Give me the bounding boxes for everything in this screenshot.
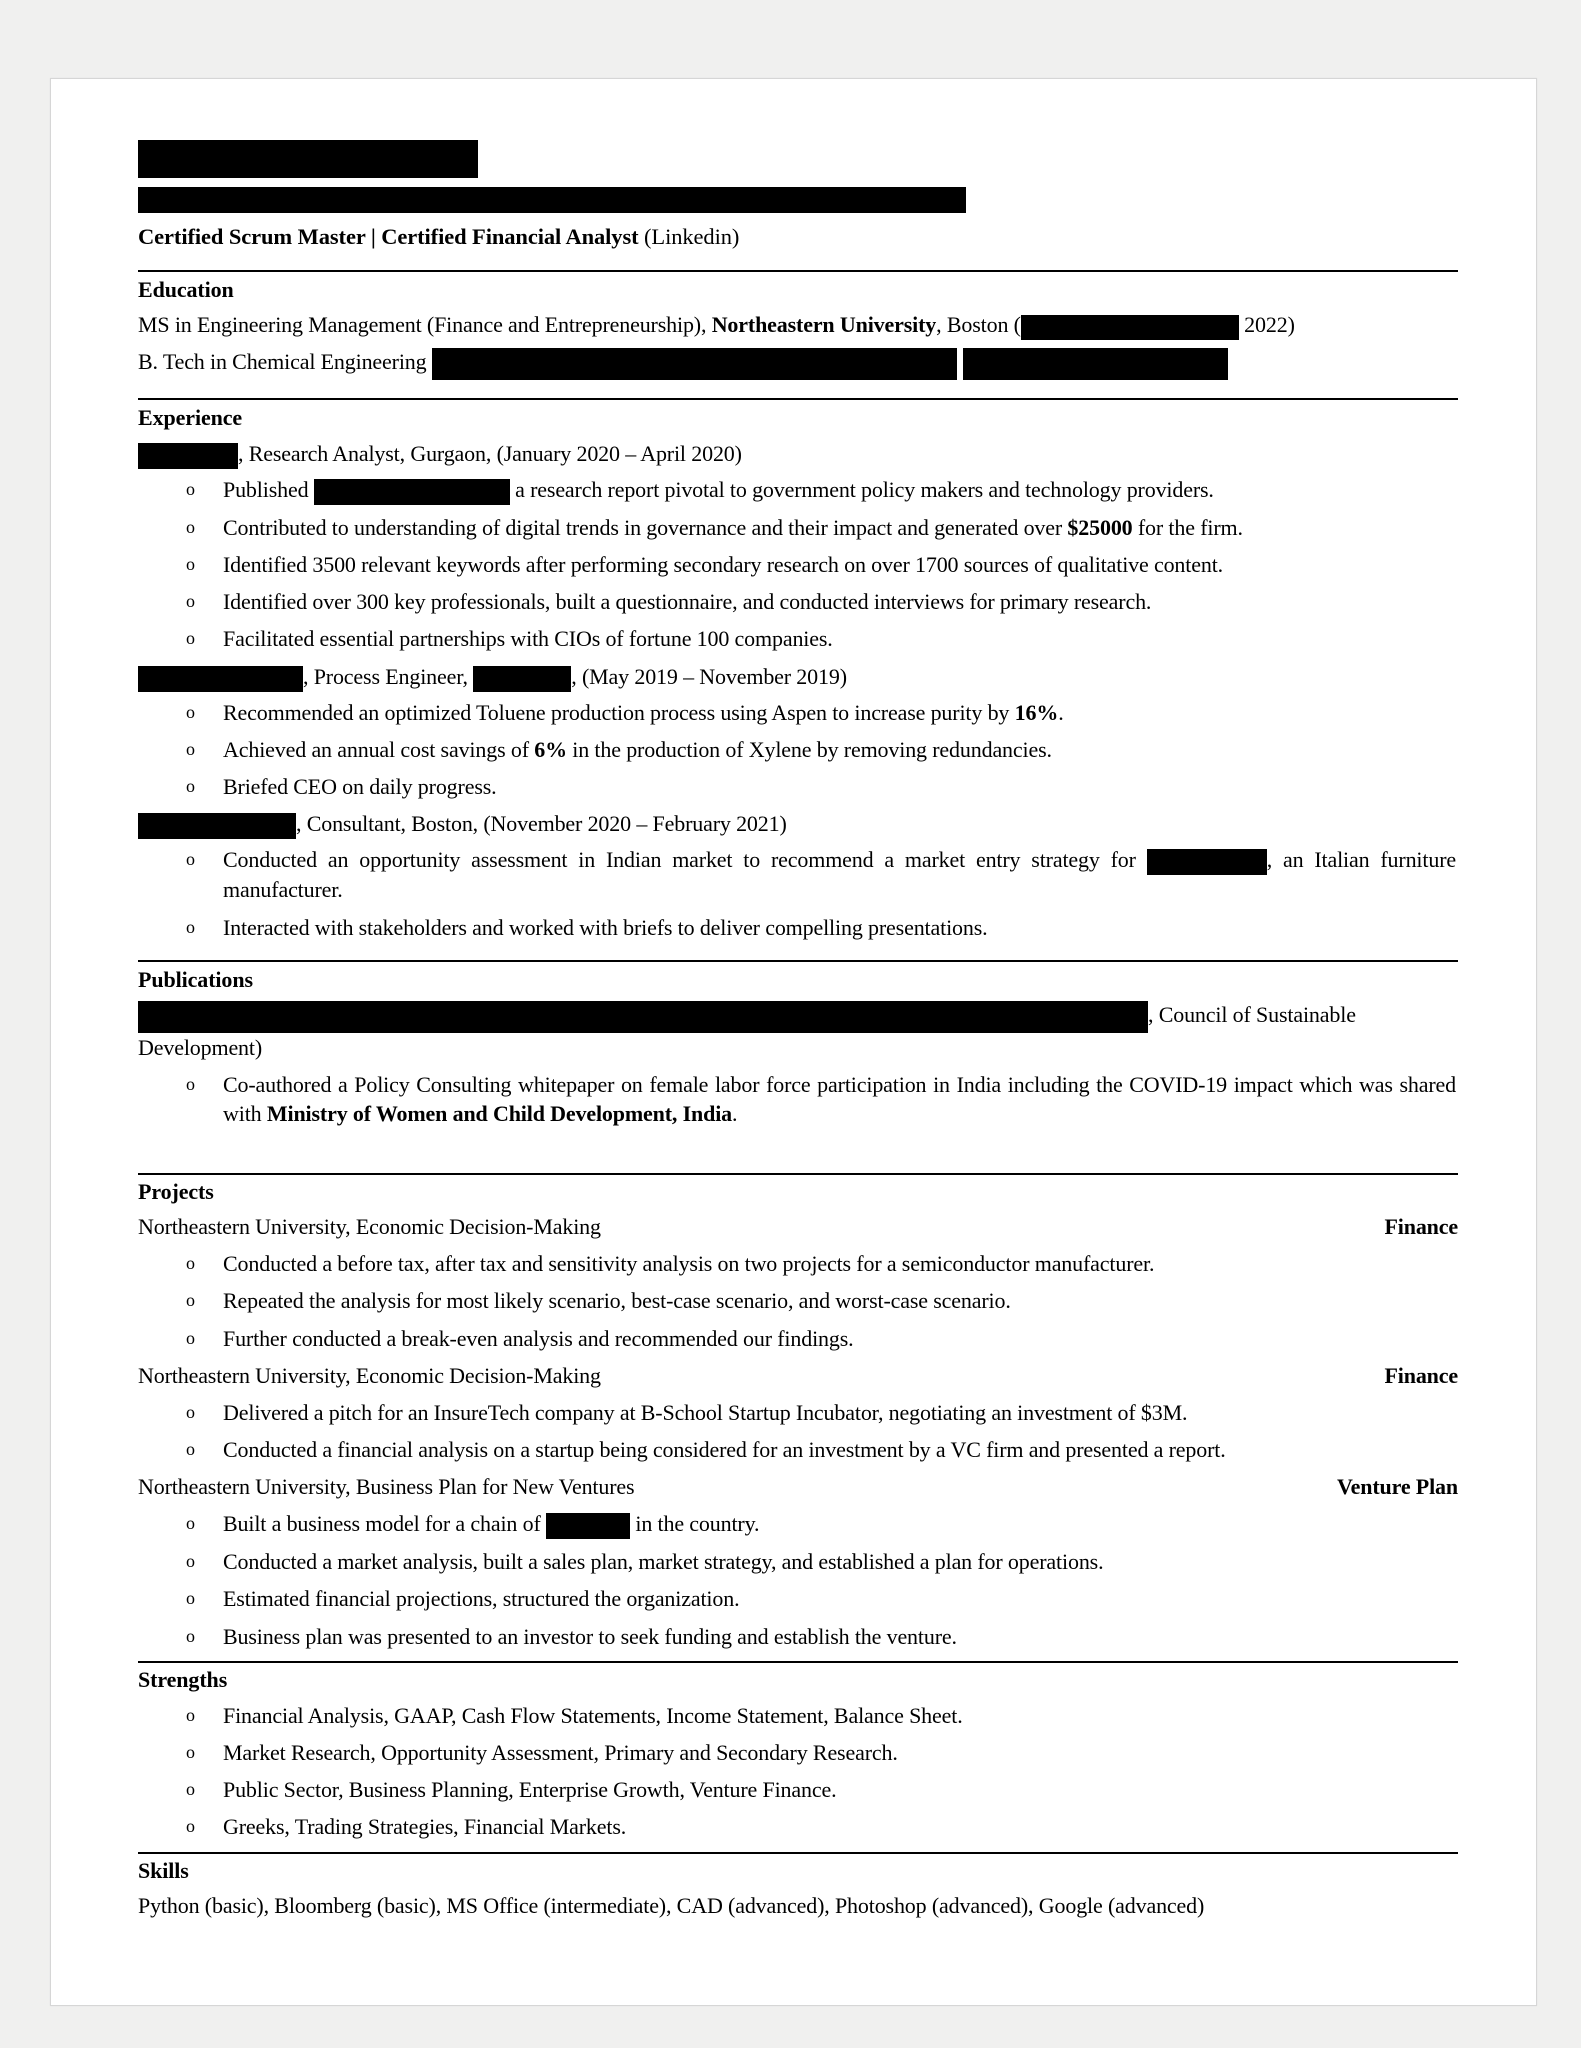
section-heading-strengths: Strengths xyxy=(138,1666,228,1692)
education-divider xyxy=(138,270,1458,272)
bullet-item: o Identified 3500 relevant keywords after performing secondary research on over 1700 sources of qualitative content. xyxy=(138,550,1458,579)
redacted-employer-2 xyxy=(138,666,303,692)
bullet-item: o Interacted with stakeholders and worked with briefs to deliver compelling presentations. xyxy=(138,913,1458,942)
experience-job-title-2 xyxy=(138,662,1458,692)
bullet-item: o Conducted a financial analysis on a startup being considered for an investment by a VC firm and presented a report. xyxy=(138,1435,1458,1464)
experience-bullets-3 xyxy=(138,845,1458,941)
bullet-post: in the production of Xylene by removing redundancies. xyxy=(566,736,1052,762)
project-row-2 xyxy=(138,1361,1458,1391)
bullet-item xyxy=(138,1509,1458,1539)
bullet-item: o Delivered a pitch for an InsureTech company at B-School Startup Incubator, negotiating an investment of $3M. xyxy=(138,1398,1458,1427)
bullet-pre: Recommended an optimized Toluene production process using Aspen to increase purity by xyxy=(223,699,1015,725)
education-ms-mid: , Boston ( xyxy=(936,312,1021,338)
publications-divider xyxy=(138,960,1458,962)
experience-divider xyxy=(138,398,1458,400)
bullet-item: o Business plan was presented to an investor to seek funding and establish the venture. xyxy=(138,1622,1458,1651)
bullet-post: a research report pivotal to government policy makers and technology providers. xyxy=(509,476,1214,502)
bullet-post: in the country. xyxy=(630,1511,760,1537)
bullet-item: o Conducted a before tax, after tax and sensitivity analysis on two projects for a semiconductor manufacturer. xyxy=(138,1249,1458,1278)
publications-bullets xyxy=(138,1070,1458,1129)
redacted-publication-title xyxy=(138,1001,1148,1033)
skills-divider xyxy=(138,1852,1458,1854)
project-tag-2: Finance xyxy=(1384,1362,1458,1388)
bullet-bold: 6% xyxy=(534,736,567,762)
bullet-item: o Public Sector, Business Planning, Enterprise Growth, Venture Finance. xyxy=(138,1775,1458,1804)
bullet-item xyxy=(138,513,1458,542)
redacted-location-2 xyxy=(473,666,571,692)
bullet-item: o Repeated the analysis for most likely scenario, best-case scenario, and worst-case scenario. xyxy=(138,1286,1458,1315)
project-title-1: Northeastern University, Economic Decision-Making xyxy=(138,1214,601,1240)
experience-job-title-1 xyxy=(138,439,1458,469)
bullet-pre: Contributed to understanding of digital trends in governance and their impact and generated over xyxy=(223,514,1068,540)
certifications-bold: Certified Scrum Master | Certified Financial Analyst xyxy=(138,224,639,249)
bullet-item xyxy=(138,475,1458,505)
experience-bullets-1 xyxy=(138,475,1458,654)
bullet-bold: 16% xyxy=(1014,699,1059,725)
project-row-1 xyxy=(138,1212,1458,1242)
education-ms-pre: MS in Engineering Management (Finance and Entrepreneurship), xyxy=(138,312,712,338)
section-heading-experience: Experience xyxy=(138,405,243,431)
redacted-education-btech-school xyxy=(432,348,957,380)
publication-title xyxy=(138,1000,1458,1063)
redacted-education-btech-detail xyxy=(963,348,1228,380)
education-entry-ms xyxy=(138,310,1458,340)
bullet-post: for the firm. xyxy=(1132,514,1243,540)
redacted-name-bar xyxy=(138,140,478,178)
redacted-client-name xyxy=(1147,849,1267,875)
publications-spacer xyxy=(138,1137,1458,1163)
redacted-contact-bar xyxy=(138,187,966,213)
bullet-item: o Conducted a market analysis, built a sales plan, market strategy, and established a plan for operations. xyxy=(138,1547,1458,1576)
section-heading-publications: Publications xyxy=(138,966,253,992)
project-row-3 xyxy=(138,1472,1458,1502)
bullet-bold: $25000 xyxy=(1067,514,1133,540)
certifications-source: (Linkedin) xyxy=(638,224,740,249)
project-bullets-2 xyxy=(138,1398,1458,1465)
bullet-post: . xyxy=(732,1101,738,1127)
section-heading-projects: Projects xyxy=(138,1178,214,1204)
bullet-pre: Published xyxy=(223,476,314,502)
experience-job-role-2: , Process Engineer, xyxy=(303,663,474,689)
certifications-line xyxy=(138,222,1458,252)
bullet-item: o Market Research, Opportunity Assessment, Primary and Secondary Research. xyxy=(138,1738,1458,1767)
bullet-pre: Co-authored a Policy Consulting whitepaper on female labor force participation in India including the COVID-19 impact which was shared with xyxy=(223,1072,1456,1127)
section-heading-skills: Skills xyxy=(138,1857,189,1883)
bullet-pre: Built a business model for a chain of xyxy=(223,1511,547,1537)
redacted-business-type xyxy=(546,1513,630,1539)
bullet-item xyxy=(138,1070,1458,1129)
bullet-item: o Estimated financial projections, structured the organization. xyxy=(138,1584,1458,1613)
bullet-item xyxy=(138,698,1458,727)
bullet-pre: Achieved an annual cost savings of xyxy=(223,736,535,762)
bullet-item: o Identified over 300 key professionals, built a questionnaire, and conducted interviews for primary research. xyxy=(138,587,1458,616)
project-bullets-1 xyxy=(138,1249,1458,1353)
project-title-3: Northeastern University, Business Plan for New Ventures xyxy=(138,1474,635,1500)
education-entry-btech xyxy=(138,347,1458,380)
experience-bullets-2 xyxy=(138,698,1458,802)
experience-job-dates-2: , (May 2019 – November 2019) xyxy=(571,663,847,689)
bullet-pre: Conducted an opportunity assessment in Indian market to recommend a market entry strategy for xyxy=(223,847,1147,873)
strengths-bullets xyxy=(138,1701,1458,1842)
bullet-item: o Briefed CEO on daily progress. xyxy=(138,772,1458,801)
bullet-item xyxy=(138,845,1458,904)
projects-divider xyxy=(138,1173,1458,1175)
experience-job-role-1: , Research Analyst, Gurgaon, (January 2020 – April 2020) xyxy=(238,440,742,466)
education-ms-post: 2022) xyxy=(1238,312,1295,338)
education-btech-pre: B. Tech in Chemical Engineering xyxy=(138,349,432,375)
redacted-publication-name xyxy=(314,479,510,505)
resume-body xyxy=(138,140,1458,1921)
project-bullets-3 xyxy=(138,1509,1458,1651)
bullet-item: o Facilitated essential partnerships with CIOs of fortune 100 companies. xyxy=(138,624,1458,653)
redacted-education-ms-detail xyxy=(1021,315,1239,340)
project-tag-1: Finance xyxy=(1384,1214,1458,1240)
redacted-employer-3 xyxy=(138,813,296,839)
education-ms-school: Northeastern University xyxy=(711,312,937,338)
bullet-post: , an Italian furniture manufacturer. xyxy=(223,847,1456,903)
bullet-item: o Greeks, Trading Strategies, Financial Markets. xyxy=(138,1812,1458,1841)
resume-page xyxy=(50,78,1537,2006)
project-tag-3: Venture Plan xyxy=(1336,1474,1458,1500)
strengths-divider xyxy=(138,1661,1458,1663)
project-title-2: Northeastern University, Economic Decision-Making xyxy=(138,1362,601,1388)
bullet-item: o Further conducted a break-even analysis and recommended our findings. xyxy=(138,1324,1458,1353)
section-heading-education: Education xyxy=(138,276,234,302)
publication-title-post: , Council of Sustainable Development) xyxy=(138,1002,1356,1061)
bullet-post: . xyxy=(1058,699,1064,725)
experience-job-role-3: , Consultant, Boston, (November 2020 – February 2021) xyxy=(296,811,787,837)
redacted-employer-1 xyxy=(138,443,238,469)
bullet-item: o Financial Analysis, GAAP, Cash Flow Statements, Income Statement, Balance Sheet. xyxy=(138,1701,1458,1730)
bullet-bold: Ministry of Women and Child Development, India xyxy=(266,1101,733,1127)
skills-list: Python (basic), Bloomberg (basic), MS Office (intermediate), CAD (advanced), Photoshop (advanced), Google (advanced) xyxy=(138,1893,1205,1919)
experience-job-title-3 xyxy=(138,809,1458,839)
bullet-item xyxy=(138,735,1458,764)
